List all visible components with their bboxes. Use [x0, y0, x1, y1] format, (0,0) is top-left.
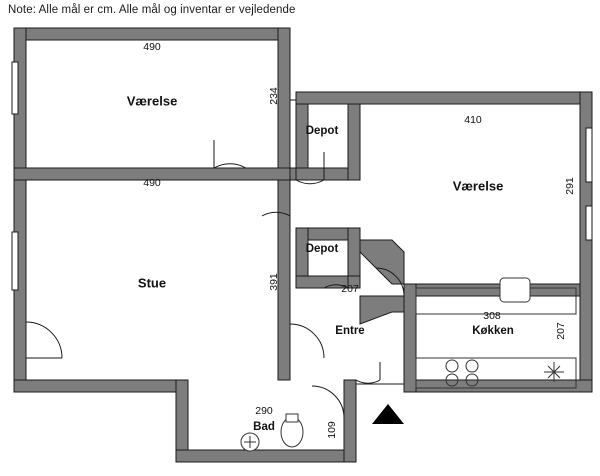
room-label-bad: Bad [253, 421, 275, 433]
dimension-label: 207 [555, 322, 567, 340]
room-label-stue: Stue [137, 275, 167, 291]
room-label-entre: Entre [335, 325, 365, 337]
room-label-kokken: Køkken [472, 325, 514, 337]
dimension-label: 109 [326, 421, 338, 439]
dimension-label: 490 [143, 41, 161, 53]
dimension-label: 291 [564, 177, 576, 195]
dimension-label: 410 [464, 114, 482, 126]
dimension-label: 490 [143, 177, 161, 189]
room-label-vaerelse-2: Værelse [452, 178, 504, 194]
wall-structure [12, 28, 592, 462]
dimension-label: 234 [268, 87, 280, 105]
room-label-depot-1: Depot [305, 125, 339, 137]
dimension-label: 391 [268, 273, 280, 291]
entrance-marker [372, 404, 404, 424]
dimension-label: 207 [341, 283, 359, 295]
measurement-note: Note: Alle mål er cm. Alle mål og inventar er vejledende [8, 4, 296, 16]
dimension-label: 308 [483, 310, 501, 322]
room-label-depot-2: Depot [305, 243, 339, 255]
room-label-vaerelse-1: Værelse [126, 93, 178, 109]
dimension-label: 290 [255, 405, 273, 417]
